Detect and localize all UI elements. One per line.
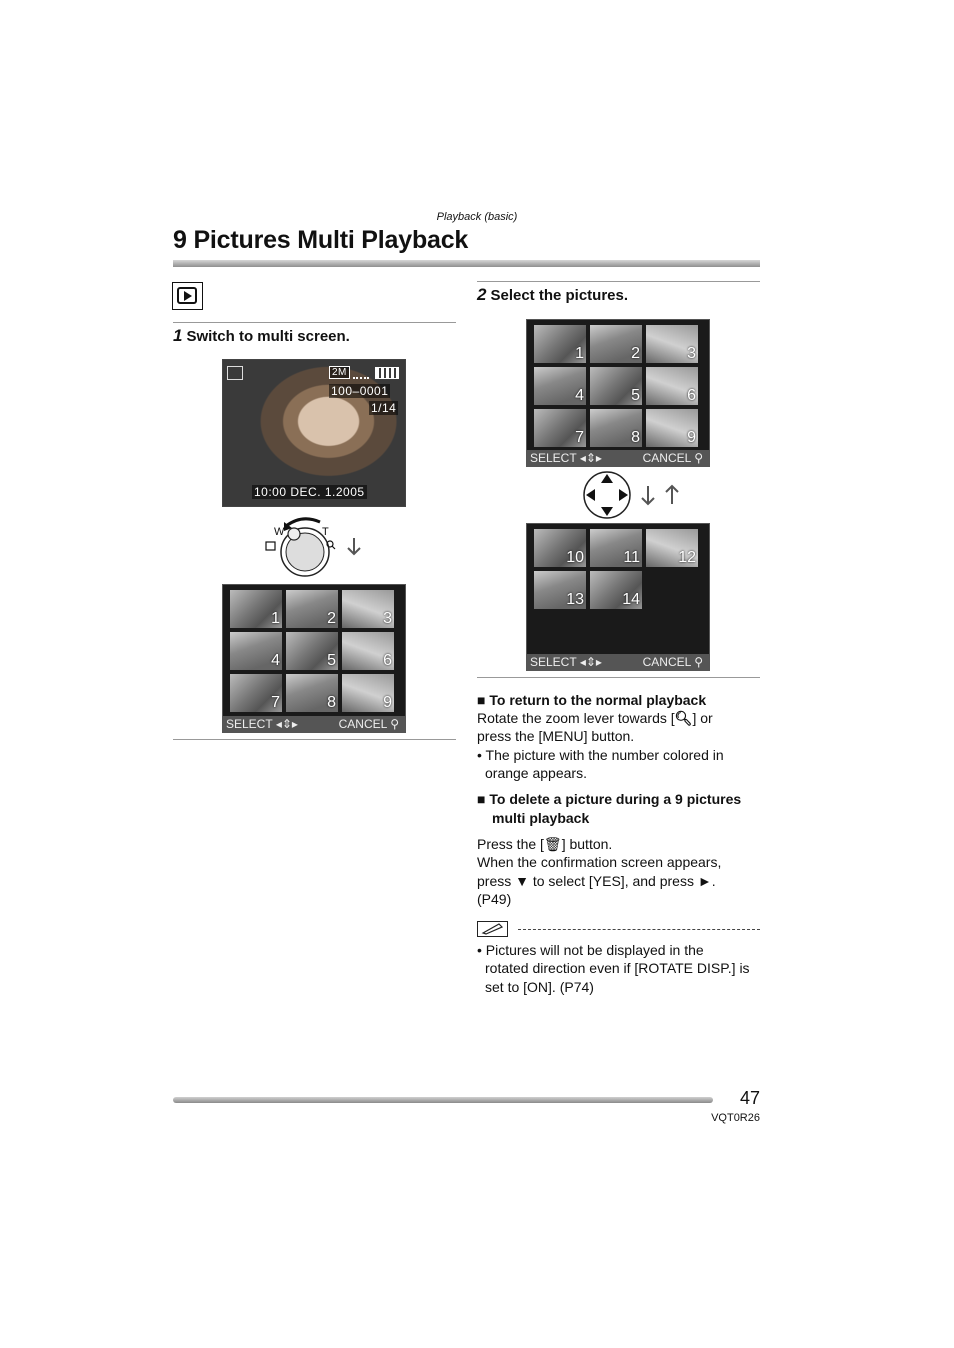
grid-status-bar: SELECT ◂⇕▸ CANCEL ⚲ — [223, 716, 405, 732]
thumbnail[interactable]: 6 — [646, 367, 698, 405]
thumbnail[interactable]: 3 — [646, 325, 698, 363]
thumbnail[interactable]: 2 — [590, 325, 642, 363]
note-text-3: set to [ON]. (P74) — [485, 979, 594, 995]
return-heading: ■ To return to the normal playback — [477, 692, 707, 708]
note-dashed-line — [518, 929, 760, 930]
return-text-1: Rotate the zoom lever towards [🔍︎] or — [477, 710, 713, 726]
square-bullet-icon: ■ — [477, 692, 490, 708]
thumbnail[interactable]: 4 — [534, 367, 586, 405]
thumbnail[interactable]: 13 — [534, 571, 586, 609]
step-1: 1 Switch to multi screen. — [173, 326, 350, 345]
square-bullet-icon: ■ — [477, 791, 490, 807]
thumbnail[interactable]: 7 — [230, 674, 282, 712]
thumbnail[interactable]: 1 — [534, 325, 586, 363]
battery-icon — [375, 367, 399, 379]
file-number: 100–0001 — [331, 384, 389, 398]
document-code: VQT0R26 — [711, 1112, 760, 1124]
thumbnail[interactable]: 8 — [286, 674, 338, 712]
cursor-pad-illustration — [582, 470, 688, 522]
quality-icon — [353, 367, 369, 379]
thumbnail[interactable]: 9 — [646, 409, 698, 447]
grid-status-bar: SELECT ◂⇕▸ CANCEL ⚲ — [527, 450, 709, 466]
tele-label: T — [322, 526, 329, 538]
zoom-lever-illustration — [262, 512, 372, 584]
zoom-magnifier-icon: 🔍︎ — [674, 710, 693, 726]
thumbnail[interactable]: 7 — [534, 409, 586, 447]
zoom-icon: ⚲ — [690, 451, 703, 465]
thumbnail[interactable]: 5 — [590, 367, 642, 405]
note-text-1: • Pictures will not be displayed in the — [477, 942, 704, 958]
thumbnail[interactable]: 14 — [590, 571, 642, 609]
zoom-icon: ⚲ — [386, 717, 399, 731]
thumbnail[interactable]: 3 — [342, 590, 394, 628]
frame-counter: 1/14 — [371, 401, 397, 415]
section-label: Playback (basic) — [436, 211, 518, 223]
thumbnail[interactable]: 8 — [590, 409, 642, 447]
thumbnail[interactable]: 6 — [342, 632, 394, 670]
note-text-2: rotated direction even if [ROTATE DISP.] is — [485, 960, 750, 976]
delete-heading-2: multi playback — [492, 810, 590, 826]
delete-text-2: When the confirmation screen appears, — [477, 854, 722, 870]
footer-bar — [173, 1097, 713, 1103]
page-title: 9 Pictures Multi Playback — [173, 226, 469, 254]
delete-text-3: press ▼ to select [YES], and press ►. — [477, 873, 716, 889]
return-text-2: press the [MENU] button. — [477, 728, 635, 744]
play-mode-icon — [227, 366, 243, 380]
thumbnail[interactable]: 12 — [646, 529, 698, 567]
arrows-icon: ◂⇕▸ — [275, 717, 298, 731]
page-number: 47 — [739, 1088, 760, 1108]
camera-playback-screen — [222, 359, 406, 507]
thumbnail[interactable]: 1 — [230, 590, 282, 628]
arrows-icon: ◂⇕▸ — [579, 451, 602, 465]
step-2: 2 Select the pictures. — [477, 285, 629, 304]
multi-screen-grid-3 — [526, 523, 710, 671]
note-pencil-icon — [477, 921, 508, 937]
arrows-icon: ◂⇕▸ — [579, 655, 602, 669]
thumbnail[interactable]: 10 — [534, 529, 586, 567]
multi-screen-grid-1 — [222, 584, 406, 733]
zoom-icon: ⚲ — [690, 655, 703, 669]
delete-text-1: Press the [🗑︎] button. — [477, 836, 613, 852]
date-time: 10:00 DEC. 1.2005 — [254, 485, 365, 499]
thumbnail[interactable]: 4 — [230, 632, 282, 670]
thumbnail[interactable]: 11 — [590, 529, 642, 567]
delete-heading-1: ■ To delete a picture during a 9 pictures — [477, 791, 742, 807]
thumbnail[interactable]: 9 — [342, 674, 394, 712]
delete-text-4: (P49) — [477, 891, 512, 907]
resolution-badge: 2M — [329, 366, 350, 379]
title-underline — [173, 260, 760, 267]
playback-mode-icon — [172, 282, 203, 310]
grid-status-bar: SELECT ◂⇕▸ CANCEL ⚲ — [527, 654, 709, 670]
thumbnail[interactable]: 5 — [286, 632, 338, 670]
divider — [477, 281, 760, 282]
wide-label: W — [274, 526, 285, 538]
return-bullet-1: • The picture with the number colored in — [477, 747, 724, 763]
divider — [477, 677, 760, 678]
divider — [173, 739, 456, 740]
return-bullet-2: orange appears. — [485, 765, 587, 781]
multi-screen-grid-2 — [526, 319, 710, 467]
thumbnail[interactable]: 2 — [286, 590, 338, 628]
trash-icon: 🗑︎ — [543, 836, 562, 852]
divider — [173, 322, 456, 323]
